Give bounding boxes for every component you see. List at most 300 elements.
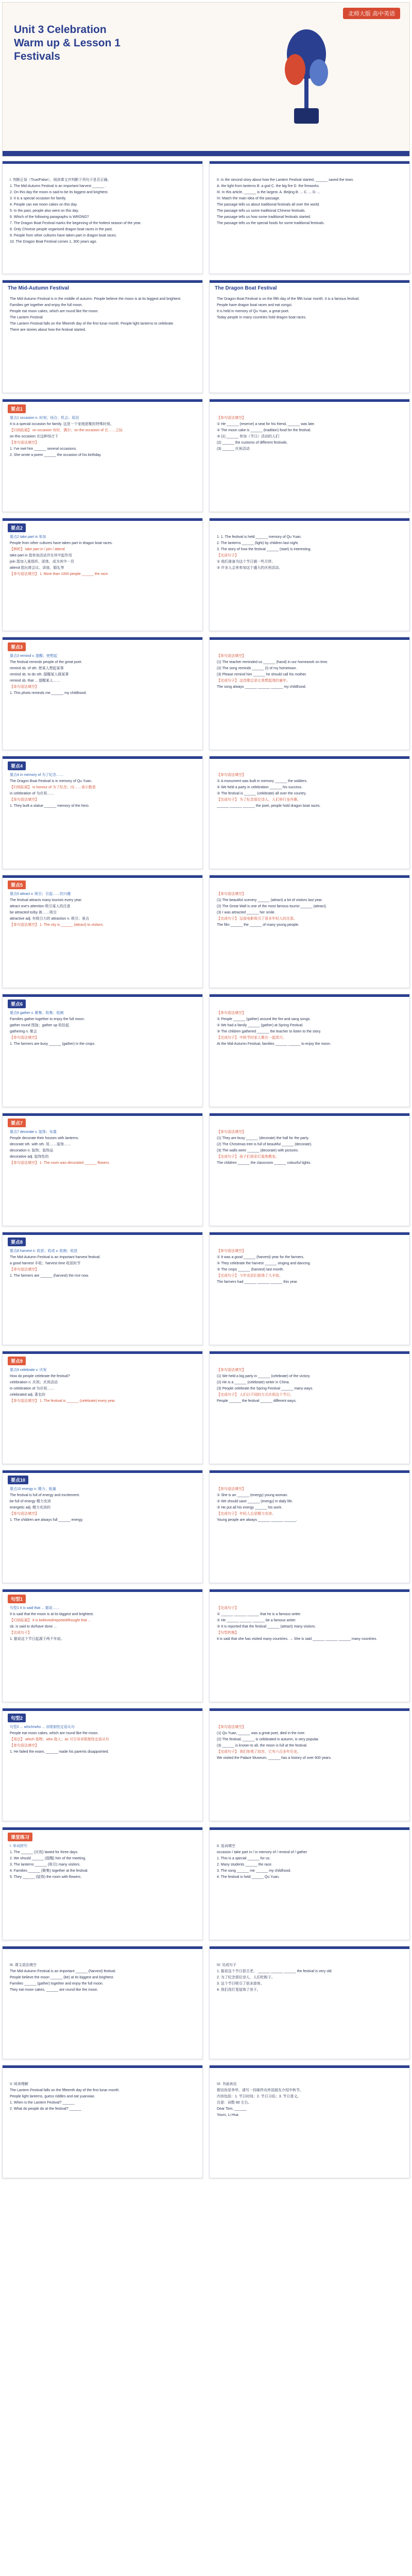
slide-text-line: 3. It is a special occasion for family.	[10, 197, 66, 200]
slide-text-block	[10, 535, 195, 578]
slide-text-line: Today people in many countries hold dragon boat races.	[217, 316, 306, 319]
slide-text-line: 假设你是李华，请写一封邮件向外国朋友介绍中秋节。	[217, 2089, 303, 2092]
slide-text-line: 【完成句子】 为了纪念那位诗人，人们举行龙舟赛。	[217, 798, 301, 802]
slide-text-line: (3) I was attracted ______ her smile.	[217, 911, 276, 914]
content-slide	[2, 1351, 203, 1464]
slide-text-line: (3) ______ is known to all, the moon is full at the festival.	[217, 1744, 307, 1748]
slide-text-block	[10, 1487, 195, 1524]
slide-text-line: (3) ______ 庆祝活动	[217, 447, 250, 451]
slide-tag: 要点8	[8, 1238, 26, 1246]
slide-text-line: ① She is an ______ (energy) young woman.	[217, 1494, 288, 1497]
slide-text-line: The song always ______ ______ ______ my childhood.	[217, 685, 306, 689]
slide-text-line: 4. The festival is held ______ Qu Yuan.	[217, 1875, 280, 1879]
slide-text-block	[217, 178, 402, 227]
slide-text-line: The festival reminds people of the great poet.	[10, 660, 82, 664]
slide-text-line: 【单句语法填空】	[10, 1036, 39, 1040]
slide-text-line: 1. This is a special ______ for us.	[217, 1857, 271, 1860]
slide-text-block	[10, 297, 195, 334]
content-slide	[2, 756, 203, 869]
content-slide	[2, 518, 203, 631]
slide-text-line: 【单句语法填空】 1. More than 1000 people ______ the race.	[10, 572, 109, 576]
slide-text-line: ③ It is reported that the festival ______ (attract) many visitors.	[217, 1625, 316, 1629]
slide-text-line: (1) The teacher reminded us ______ (hand) in our homework on time.	[217, 660, 329, 664]
slide-top-bar	[3, 1589, 202, 1592]
slide-text-line: (2) ______ the customs of different festivals.	[217, 441, 288, 445]
slide-text-line: 6. Which of the following paragraphs is WRONG?	[10, 215, 89, 219]
slide-text-line: 7. The Dragon Boat Festival marks the beginning of the hottest season of the year.	[10, 222, 142, 225]
slide-text-line: be full of energy 精力充沛	[10, 1500, 51, 1503]
slide-text-line: attractive adj. 有吸引力的 attraction n. 吸引；景点	[10, 917, 90, 921]
slide-text-block	[217, 2082, 402, 2119]
slide-text-line: 要点5 attract v. 吸引；引起……的兴趣	[10, 892, 71, 896]
slide-text-line: We visited the Palace Museum, ______ has a history of over 600 years.	[217, 1756, 332, 1760]
slide-top-bar	[210, 994, 409, 997]
slide-top-bar	[3, 280, 202, 283]
slide-text-line: ③ The festival is ______ (celebrate) all over the country.	[217, 792, 307, 795]
slide-top-bar	[3, 1232, 202, 1235]
slide-text-line: 【单句语法填空】 1. The city is ______ (attract) to visitors.	[10, 923, 104, 927]
slide-text-line: IV. 完成句子	[217, 1963, 236, 1967]
slide-text-line: 4. 我们用灯笼装饰了房子。	[217, 1988, 261, 1992]
slide-text-line: People have dragon boat races and eat zongzi.	[217, 303, 293, 307]
content-slide	[209, 161, 410, 274]
slide-top-bar	[3, 756, 202, 759]
slide-text-line: 【单句语法填空】 1. The room was decorated ______ flowers.	[10, 1161, 110, 1165]
content-slide	[209, 1470, 410, 1583]
slide-text-line: in celebration of 为庆祝……	[10, 1387, 55, 1391]
content-slide	[2, 1113, 203, 1226]
slide-text-line: occasion / take part in / in memory of / remind of / gather	[217, 1851, 307, 1854]
slide-tag: 课堂练习	[8, 1833, 32, 1841]
slide-text-line: II. In the second story about how the Lantern Festival started, ______ saved the town.	[217, 178, 354, 182]
content-slide	[209, 280, 410, 393]
content-slide	[209, 1113, 410, 1226]
slide-text-line: VI. 书面表达	[217, 2082, 237, 2086]
cover-title-line2: Warm up & Lesson 1	[14, 37, 121, 49]
slide-top-bar	[210, 518, 409, 521]
content-slide	[2, 1708, 203, 1821]
slide-text-line: (3) People celebrate the Spring Festival ______ many ways.	[217, 1387, 314, 1391]
slide-text-line: How do people celebrate the festival?	[10, 1375, 70, 1378]
slide-text-line: 1. The farmers are busy ______ (gather) in the crops.	[10, 1042, 96, 1046]
slide-text-line: on this occasion 在这种场合下	[10, 435, 59, 438]
slide-tag: 要点5	[8, 880, 26, 889]
slide-text-line: People light lanterns, guess riddles and eat yuanxiao.	[10, 2095, 95, 2098]
slide-text-line: Young people are always ______ ______ ______.	[217, 1518, 297, 1522]
slide-text-line: ② We held a party in celebration ______ his success.	[217, 786, 303, 789]
slide-tag: 要点10	[8, 1476, 28, 1484]
slide-text-line: attend 指出席会议、讲座、婚礼等	[10, 566, 64, 570]
slide-text-line: There are stories about how the festival started.	[10, 328, 86, 332]
content-slide	[2, 637, 203, 750]
slide-top-bar	[3, 518, 202, 521]
slide-text-line: The Mid-Autumn Festival is an important ______ (harvest) festival.	[10, 1970, 116, 1973]
slide-text-line: The Mid-Autumn Festival is in the middle of autumn. People believe the moon is at its biggest and brightest.	[10, 297, 182, 301]
slide-top-bar	[210, 1351, 409, 1354]
slide-text-line: 2. She wrote a poem ______ the occasion of his birthday.	[10, 453, 102, 457]
slide-text-line: ③ The children gathered ______ the teacher to listen to the story.	[217, 1030, 321, 1033]
slide-text-line: 【单句语法填空】	[10, 685, 39, 689]
cover-title-line1: Unit 3 Celebration	[14, 24, 107, 36]
slide-top-bar	[3, 2065, 202, 2068]
cover-badge: 北师大版 高中英语	[343, 8, 400, 19]
slide-text-line: The passage tells us the special foods for some traditional festivals.	[217, 222, 325, 225]
slide-text-line: It is said that she has visited many countries. → She is said ______ ______ ______ many countries.	[217, 1637, 377, 1641]
content-slide	[209, 756, 410, 869]
slide-text-line: 9. People from other cultures have taken part in dragon boat races.	[10, 234, 117, 238]
slide-text-block	[10, 1963, 195, 1994]
slide-text-line: 【单句语法填空】	[10, 1512, 39, 1516]
slide-text-line: 【辨析】 take part in / join / attend	[10, 548, 65, 551]
content-slide	[209, 875, 410, 988]
slide-text-line: 注意：词数 80 左右。	[217, 2101, 252, 2105]
slide-top-bar	[210, 1589, 409, 1592]
slide-text-line: remind sb. of sth. 使某人想起某事	[10, 667, 64, 670]
slide-text-line: 1. The farmers are ______ (harvest) the rice now.	[10, 1274, 89, 1278]
slide-text-line: (2) The Great Wall is one of the most famous tourist ______ (attract).	[217, 905, 327, 908]
content-slide	[2, 1232, 203, 1345]
content-slide	[2, 2065, 203, 2178]
slide-text-line: I. 单词拼写	[10, 1844, 27, 1848]
slide-text-line: The Dragon Boat Festival is on the fifth day of the fifth lunar month. It is a famous festival.	[217, 297, 360, 301]
slide-text-line: 【完成句子】 年轻人总是精力充沛。	[217, 1512, 276, 1516]
slide-text-block	[217, 1249, 402, 1286]
slide-top-bar	[3, 637, 202, 640]
content-slide	[209, 994, 410, 1107]
slide-tag: 要点4	[8, 761, 26, 770]
slide-text-line: (2) The Christmas tree is full of beautiful ______ (decorate).	[217, 1143, 313, 1146]
content-slide	[2, 161, 203, 274]
slide-text-block	[10, 654, 195, 697]
slide-text-block	[10, 1725, 195, 1756]
slide-text-line: remind sb. to do sth. 提醒某人做某事	[10, 673, 69, 676]
slide-text-line: ① A monument was built in memory ______ the soldiers.	[217, 779, 307, 783]
slide-text-line: 【单句语法填空】	[10, 1744, 39, 1748]
slide-top-bar	[3, 399, 202, 402]
slide-text-block	[217, 1487, 402, 1524]
slide-text-line: 1. They built a statue ______ memory of the hero.	[10, 804, 90, 808]
content-slide	[209, 1827, 410, 1940]
slide-text-line: 要点4 in memory of 为了纪念……	[10, 773, 64, 777]
slide-text-line: People believe the moon ______ (be) at its biggest and brightest.	[10, 1976, 114, 1979]
content-slide	[2, 875, 203, 988]
slide-text-line: 要点8 harvest n. 收获；收成 v. 收割；收获	[10, 1249, 78, 1253]
slide-text-line: 2. Many students ______ the race.	[217, 1863, 272, 1867]
slide-text-line: 【句型转换】	[217, 1631, 238, 1635]
slide-text-line: 2. 为了纪念那位诗人，人们吃粽子。	[217, 1976, 275, 1979]
slide-text-line: energetic adj. 精力充沛的	[10, 1506, 50, 1510]
slide-text-line: 【归纳拓展】 on occasion 有时，偶尔；on the occasion of 在……之际	[10, 429, 123, 432]
slide-text-line: 【归纳拓展】 in honour of 为了纪念；向……表示敬意	[10, 786, 96, 789]
slide-title: The Mid-Autumn Festival	[8, 285, 69, 291]
slide-tag: 要点2	[8, 523, 26, 532]
slide-text-block	[217, 892, 402, 929]
slide-text-line: 3. The lanterns ______ (吸引) many visitors.	[10, 1863, 81, 1867]
slide-text-line: 4. People can eat moon cakes on this day.	[10, 203, 78, 207]
slide-text-line: join 指加入某组织、团体，成为其中一员	[10, 560, 74, 564]
slide-text-line: 1. The Mid-Autumn Festival is an important harvest ______ .	[10, 184, 107, 188]
slide-text-block	[10, 1011, 195, 1048]
slide-text-line: People eat moon cakes, which are round like the moon.	[10, 1732, 99, 1735]
slide-text-line: III. In this article, ______ is the largest. A. Beijing B. ... C. ... D. ...	[217, 191, 320, 194]
slide-text-line: The Lantern Festival	[10, 316, 43, 319]
slide-text-line: A. the light from lanterns B. a god C. the big fire D. the fireworks	[217, 184, 319, 188]
slide-top-bar	[3, 1827, 202, 1830]
slide-text-line: 4. Families ______ (聚集) together at the festival.	[10, 1869, 89, 1873]
slide-text-line: 【单句语法填空】	[10, 1268, 39, 1272]
slide-text-line: 【单句语法填空】	[217, 1130, 246, 1134]
slide-text-line: 要点6 gather v. 聚集；收集；收割	[10, 1011, 64, 1015]
slide-text-line: ① 他们准备为这个节日做一些月饼。	[217, 560, 276, 564]
slide-text-line: in celebration of 为庆祝……	[10, 792, 55, 795]
slide-top-bar	[3, 1708, 202, 1711]
slide-text-line: ① People ______ (gather) around the fire and sang songs.	[217, 1018, 311, 1021]
slide-text-line: The festival attracts many tourists every year.	[10, 899, 82, 902]
slide-text-line: decoration n. 装饰；装饰品	[10, 1149, 54, 1153]
slide-text-line: ① He ______ (reserve) a seat for his friend, ______ was late.	[217, 422, 315, 426]
slide-top-bar	[210, 1827, 409, 1830]
content-slide	[2, 280, 203, 393]
slide-text-line: 3. The story of how the festival ______ (start) is interesting.	[217, 548, 312, 551]
slide-title: The Dragon Boat Festival	[215, 285, 277, 291]
slide-top-bar	[3, 161, 202, 164]
slide-text-line: ③ The crops ______ (harvest) last month.	[217, 1268, 284, 1272]
slide-text-line: It is said that the moon is at its biggest and brightest.	[10, 1613, 94, 1616]
slide-top-bar	[3, 875, 202, 878]
slide-text-line: 【完成句子】 中秋节时家人聚在一起赏月。	[217, 1036, 286, 1040]
slide-text-line: 【完成句子】 人们以不同的方式庆祝这个节日。	[217, 1393, 294, 1397]
slide-top-bar	[210, 1470, 409, 1473]
slide-text-line: Families get together and enjoy the full moon.	[10, 303, 83, 307]
slide-text-line: 要点1 occasion n. 时刻；场合；机会；原因	[10, 416, 79, 420]
slide-top-bar	[3, 1351, 202, 1354]
slide-text-line: The film ______ the ______ of many young people.	[217, 923, 299, 927]
slide-top-bar	[210, 875, 409, 878]
slide-text-line: IV. Match the main idea of the passage.	[217, 197, 280, 200]
slide-text-line: 【用法】 which 指物；who 指人；as 可引导非限制性定语从句	[10, 1738, 109, 1741]
slide-tag: 要点1	[8, 404, 26, 413]
content-slide	[2, 399, 203, 512]
slide-text-line: ③ He put all his energy ______ his work.	[217, 1506, 282, 1510]
slide-text-line: ② 许多人会来参加这个盛大的庆祝活动。	[217, 566, 283, 570]
slide-text-block	[217, 535, 402, 572]
slide-text-line: 【单句语法填空】	[217, 892, 246, 896]
slide-text-line: 1. I've met him ______ several occasions.	[10, 447, 77, 451]
content-slide	[209, 518, 410, 631]
slide-text-line: (3) The walls were ______ (decorate) with pictures.	[217, 1149, 299, 1153]
slide-text-line: 1. The children are always full ______ energy.	[10, 1518, 83, 1522]
slide-text-line: ______ ______ ______ the poet, people hold dragon boat races.	[217, 804, 321, 808]
slide-text-line: ① It was a good ______ (harvest) year for the farmers.	[217, 1256, 304, 1259]
slide-text-line: The festival is full of energy and excitement.	[10, 1494, 80, 1497]
slide-top-bar	[3, 1113, 202, 1116]
slide-text-block	[10, 773, 195, 810]
slide-top-bar	[210, 2065, 409, 2068]
slide-top-bar	[3, 1470, 202, 1473]
slide-text-block	[217, 1725, 402, 1762]
slide-text-line: V. 阅读理解	[10, 2082, 28, 2086]
slide-top-bar	[210, 756, 409, 759]
slide-tag: 要点9	[8, 1357, 26, 1365]
slide-text-line: It is held in memory of Qu Yuan, a great poet.	[217, 310, 289, 313]
slide-text-block	[217, 1606, 402, 1643]
slide-text-line: 【单句语法填空】	[217, 1487, 246, 1491]
slide-text-line: 2. We should ______ (提醒) him of the meeting.	[10, 1857, 87, 1860]
slide-text-line: Families gather together to enjoy the full moon.	[10, 1018, 85, 1021]
slide-text-line: ② We had a family ______ (gather) at Spring Festival.	[217, 1024, 304, 1027]
slide-text-line: 【完成句子】 这首歌总是让我想起我的童年。	[217, 679, 290, 683]
slide-text-block	[217, 1963, 402, 1994]
slide-text-line: 内容包括：1. 节日时间；2. 节日习俗；3. 节日意义。	[217, 2095, 301, 2098]
slide-text-line: (2) He is a ______ (celebrate) writer in China.	[217, 1381, 290, 1384]
slide-text-block	[217, 297, 402, 321]
slide-text-line: 【单句语法填空】	[217, 654, 246, 658]
slide-text-line: a good harvest 丰收；harvest time 收获时节	[10, 1262, 81, 1265]
slide-text-line: Families ______ (gather) together and enjoy the full moon.	[10, 1982, 104, 1986]
slide-top-bar	[210, 280, 409, 283]
slide-text-line: 【归纳拓展】 It is believed/reported/thought that ...	[10, 1619, 91, 1622]
slide-text-line: 1. He failed the exam, ______ made his parents disappointed.	[10, 1750, 109, 1754]
slide-text-line: take part in 指参加活动并在其中起作用	[10, 554, 72, 557]
slide-text-line: People eat moon cakes, which are round like the moon.	[10, 310, 99, 313]
slide-text-block	[217, 773, 402, 810]
slide-text-line: 【单句语法填空】	[217, 773, 246, 777]
slide-text-line: The Lantern Festival falls on the fifteenth day of the first lunar month. People light lanterns to celebrate.	[10, 322, 175, 326]
slide-top-bar	[3, 994, 202, 997]
slide-top-bar	[210, 399, 409, 402]
slide-text-block	[10, 892, 195, 929]
slide-text-line: The Dragon Boat Festival is in memory of Qu Yuan.	[10, 779, 92, 783]
slide-text-line: 2. What do people do at the festival? ______	[10, 2107, 81, 2111]
slide-text-block	[217, 654, 402, 691]
slide-text-line: 要点9 celebrate v. 庆祝	[10, 1368, 47, 1372]
content-slide	[209, 1351, 410, 1464]
cover-bottom-bar	[3, 151, 409, 156]
slide-text-line: 1. 据说这个节日起源于两千年前。	[10, 1637, 64, 1641]
plant-illustration-icon	[276, 23, 337, 126]
slide-text-line: 【单句语法填空】	[217, 1368, 246, 1372]
slide-text-line: 1. When is the Lantern Festival? ______	[10, 2101, 75, 2105]
slide-text-line: decorate sth. with sth. 用……装饰……	[10, 1143, 72, 1146]
cover-title	[14, 23, 121, 63]
slide-text-line: ② The moon cake is ______ (tradition) food for the festival.	[217, 429, 312, 432]
slide-text-block	[10, 1249, 195, 1280]
slide-text-line: 8. Only Chinese people organised dragon boat races in the past.	[10, 228, 113, 231]
slide-tag: 要点6	[8, 999, 26, 1008]
slide-text-line: The passage tells us some traditional Chinese festivals.	[217, 209, 306, 213]
slide-text-line: They eat moon cakes, ______ are round like the moon.	[10, 1988, 98, 1992]
content-slide	[2, 1589, 203, 1702]
cover-slide	[2, 2, 410, 157]
content-slide	[209, 1946, 410, 2059]
slide-text-line: 【完成句子】 我们参观了故宫，它有六百多年历史。	[217, 1750, 301, 1754]
slide-text-line: (1) They are busy ______ (decorate) the hall for the party.	[217, 1137, 310, 1140]
slide-text-line: 【完成句子】 孩子们用彩灯装饰教室。	[217, 1155, 279, 1159]
slide-text-line: ③ (1) ______ 参加（节日）活动的人们	[217, 435, 280, 438]
slide-text-block	[217, 416, 402, 453]
slide-tag: 要点7	[8, 1118, 26, 1127]
slide-top-bar	[3, 1946, 202, 1949]
slide-text-block	[217, 1011, 402, 1048]
slide-text-line: 【单句语法填空】	[217, 1249, 246, 1253]
slide-text-line: ① ______ ______ ______ that he is a famous writer.	[217, 1613, 301, 1616]
slide-text-line: 【完成句子】 这部电影吸引了很多年轻人的注意。	[217, 917, 297, 921]
slide-text-block	[217, 1844, 402, 1881]
slide-top-bar	[210, 637, 409, 640]
slide-text-block	[10, 1368, 195, 1405]
slide-text-line: 1. 1. The festival is held ______ memory of Qu Yuan.	[217, 535, 302, 539]
slide-text-line: II. 选词填空	[217, 1844, 235, 1848]
slide-text-line: People ______ the festival ______ different ways.	[217, 1399, 297, 1403]
slide-text-line: 【单句语法填空】	[217, 1725, 246, 1729]
slide-text-line: 句型1 It is said that ... 据说……	[10, 1606, 60, 1610]
slide-text-line: 5. They ______ (装饰) the room with flowers.	[10, 1875, 82, 1879]
content-slide	[2, 994, 203, 1107]
slide-top-bar	[210, 1232, 409, 1235]
slide-text-line: The farmers had ______ ______ ______ this year.	[217, 1280, 298, 1284]
slide-top-bar	[210, 1946, 409, 1949]
slide-text-line: 句型2 ... which/who ... 非限制性定语从句	[10, 1725, 75, 1729]
slide-text-line: 【完成句子】	[217, 1606, 238, 1610]
slide-text-line: The passage tells us how some traditional festivals started.	[217, 215, 311, 219]
slide-text-line: 要点3 remind v. 提醒；使想起	[10, 654, 58, 658]
slide-text-line: 5. In the past, people also went on this day.	[10, 209, 79, 213]
content-slide	[209, 1589, 410, 1702]
slide-text-block	[10, 1844, 195, 1881]
slide-text-line: 要点10 energy n. 精力；能量	[10, 1487, 56, 1491]
slide-top-bar	[210, 161, 409, 164]
slide-text-line: I. 判断正误（True/False），阅读课文并判断下列句子是否正确。	[10, 178, 111, 182]
slide-text-line: gather round 围拢；gather up 收拾起	[10, 1024, 70, 1027]
slide-text-block	[10, 416, 195, 459]
slide-text-line: 2. The lanterns ______ (light) by children last night.	[217, 541, 299, 545]
slide-text-line: It is a special occasion for family. 这是一个家庭团聚的特殊时刻。	[10, 422, 114, 426]
slide-text-line: 1. This photo reminds me ______ my childhood.	[10, 691, 87, 695]
slide-text-block	[217, 1368, 402, 1405]
slide-text-line: Yours, Li Hua	[217, 2113, 238, 2117]
slide-text-line: ② We should save ______ (energy) in daily life.	[217, 1500, 293, 1503]
slide-text-line: The Mid-Autumn Festival is an important harvest festival.	[10, 1256, 101, 1259]
content-slide	[209, 1232, 410, 1345]
slide-text-line: decorative adj. 装饰性的	[10, 1155, 49, 1159]
slide-text-line: sb. is said to do/have done ...	[10, 1625, 57, 1629]
content-slide	[209, 1708, 410, 1821]
slide-tag: 要点3	[8, 642, 26, 651]
slide-text-line: (1) Qu Yuan, ______ was a great poet, died in the river.	[217, 1732, 305, 1735]
slide-text-line: 10. The Dragon Boat Festival comes 1, 300 years ago.	[10, 240, 97, 244]
slide-text-line: 1. The ______ (庆祝) lasted for three days.	[10, 1851, 78, 1854]
slide-text-line: At the Mid-Autumn Festival, families ______ ______ to enjoy the moon.	[217, 1042, 331, 1046]
slide-text-line: attract one's attention 吸引某人的注意	[10, 905, 71, 908]
content-slide	[209, 399, 410, 512]
slide-text-line: 【完成句子】	[10, 1631, 31, 1635]
slide-text-line: 【完成句子】 今年农民们获得了大丰收。	[217, 1274, 283, 1278]
slide-text-block	[217, 1130, 402, 1167]
content-slide	[209, 2065, 410, 2178]
slide-text-line: 【单句语法填空】 1. The festival is ______ (celebrate) every year.	[10, 1399, 116, 1403]
slide-text-line: 2. On this day the moon is said to be its biggest and brightest.	[10, 191, 109, 194]
slide-text-line: The children ______ the classroom ______ colourful lights.	[217, 1161, 312, 1165]
slide-text-line: ② They celebrate the harvest ______ singing and dancing.	[217, 1262, 311, 1265]
slide-text-line: 1. 据说这个节日很古老。 ______ ______ ______ the festival is very old.	[217, 1970, 333, 1973]
slide-text-line: 3. 这个节日吸引了很多游客。	[217, 1982, 264, 1986]
content-slide	[209, 637, 410, 750]
cover-title-line3: Festivals	[14, 50, 60, 62]
slide-text-block	[10, 178, 195, 246]
slide-text-line: 要点7 decorate v. 装饰；布置	[10, 1130, 57, 1134]
slide-tag: 句型1	[8, 1595, 26, 1603]
slide-text-line: ② He ______ ______ ______ be a famous writer.	[217, 1619, 297, 1622]
